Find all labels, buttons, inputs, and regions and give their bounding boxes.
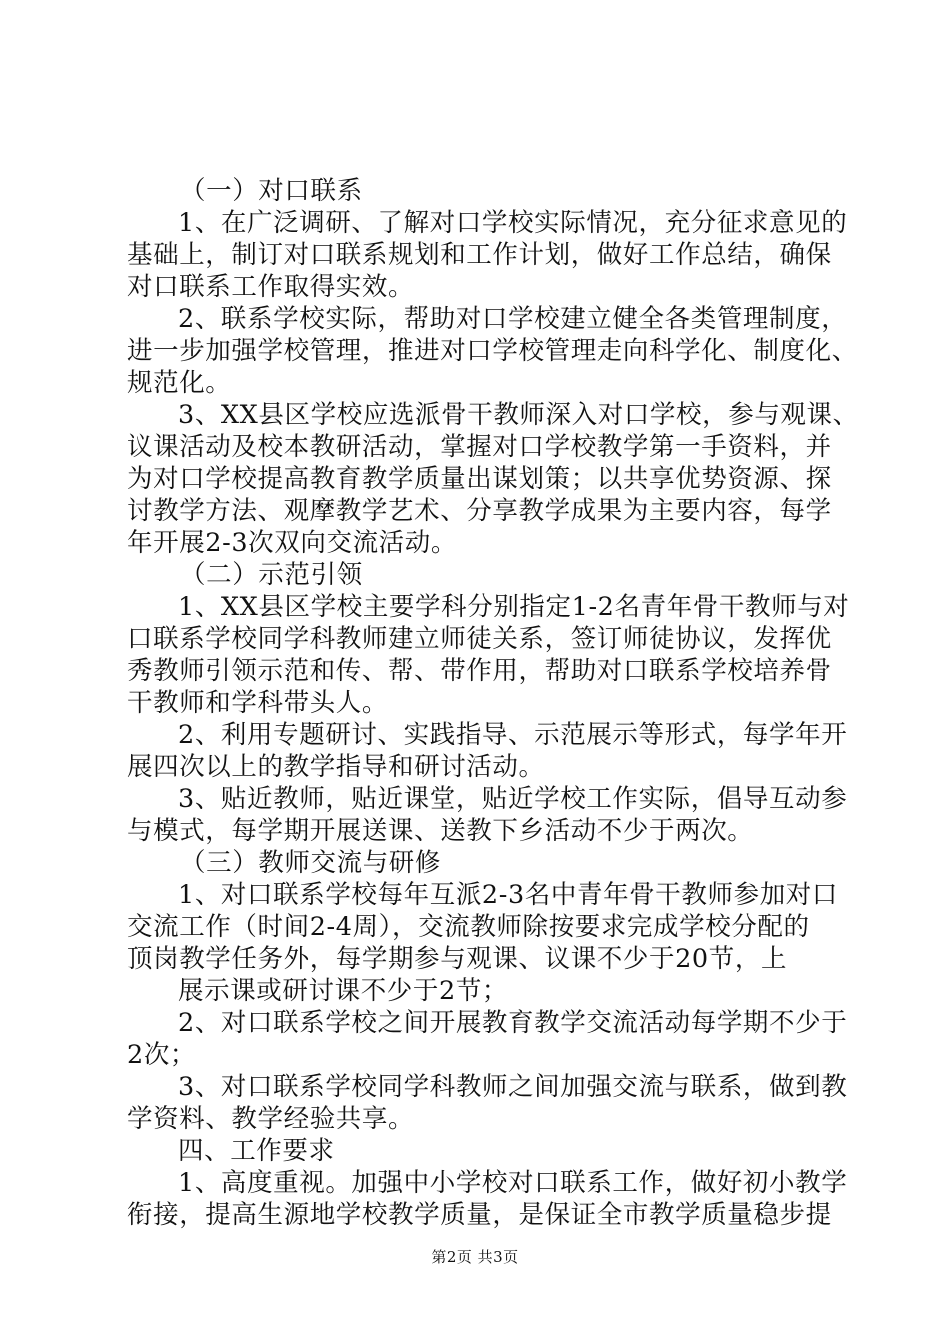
paragraph-line: 规范化。 [127,368,232,398]
paragraph-line: 进一步加强学校管理，推进对口学校管理走向科学化、制度化、 [127,336,858,366]
paragraph-line: 展四次以上的教学指导和研讨活动。 [127,752,545,782]
paragraph-line: 基础上，制订对口联系规划和工作计划，做好工作总结，确保 [127,240,832,270]
paragraph-line: 议课活动及校本教研活动，掌握对口学校教学第一手资料，并 [127,432,832,462]
paragraph-line: 2次； [127,1040,197,1070]
paragraph-line: 1、对口联系学校每年互派2-3名中青年骨干教师参加对口 [178,880,838,910]
section-heading-1: （一）对口联系 [180,176,363,206]
paragraph-line: 交流工作（时间2-4周），交流教师除按要求完成学校分配的 [127,912,810,942]
paragraph-line: 1、高度重视。加强中小学校对口联系工作，做好初小教学 [178,1168,848,1198]
paragraph-line: 为对口学校提高教育教学质量出谋划策；以共享优势资源、探 [127,464,832,494]
paragraph-line: 衔接，提高生源地学校教学质量，是保证全市教学质量稳步提 [127,1200,832,1230]
paragraph-line: 展示课或研讨课不少于2节； [178,976,509,1006]
paragraph-line: 3、XX县区学校应选派骨干教师深入对口学校，参与观课、 [178,400,859,430]
section-heading-2: （二）示范引领 [180,560,363,590]
paragraph-line: 1、XX县区学校主要学科分别指定1-2名青年骨干教师与对 [178,592,850,622]
section-heading-3: （三）教师交流与研修 [180,848,442,878]
paragraph-line: 3、对口联系学校同学科教师之间加强交流与联系，做到教 [178,1072,848,1102]
paragraph-line: 2、对口联系学校之间开展教育教学交流活动每学期不少于 [178,1008,848,1038]
paragraph-line: 口联系学校同学科教师建立师徒关系，签订师徒协议，发挥优 [127,624,832,654]
paragraph-line: 1、在广泛调研、了解对口学校实际情况，充分征求意见的 [178,208,848,238]
paragraph-line: 与模式，每学期开展送课、送教下乡活动不少于两次。 [127,816,754,846]
section-heading-4: 四、工作要求 [178,1136,335,1166]
paragraph-line: 干教师和学科带头人。 [127,688,389,718]
paragraph-line: 讨教学方法、观摩教学艺术、分享教学成果为主要内容，每学 [127,496,832,526]
paragraph-line: 对口联系工作取得实效。 [127,272,415,302]
paragraph-line: 3、贴近教师，贴近课堂，贴近学校工作实际，倡导互动参 [178,784,848,814]
page-number-footer: 第2页 共3页 [431,1248,519,1266]
paragraph-line: 顶岗教学任务外，每学期参与观课、议课不少于20节，上 [127,944,788,974]
paragraph-line: 年开展2-3次双向交流活动。 [127,528,457,558]
paragraph-line: 2、联系学校实际，帮助对口学校建立健全各类管理制度， [178,304,848,334]
paragraph-line: 2、利用专题研讨、实践指导、示范展示等形式，每学年开 [178,720,848,750]
paragraph-line: 秀教师引领示范和传、帮、带作用，帮助对口联系学校培养骨 [127,656,832,686]
paragraph-line: 学资料、教学经验共享。 [127,1104,415,1134]
